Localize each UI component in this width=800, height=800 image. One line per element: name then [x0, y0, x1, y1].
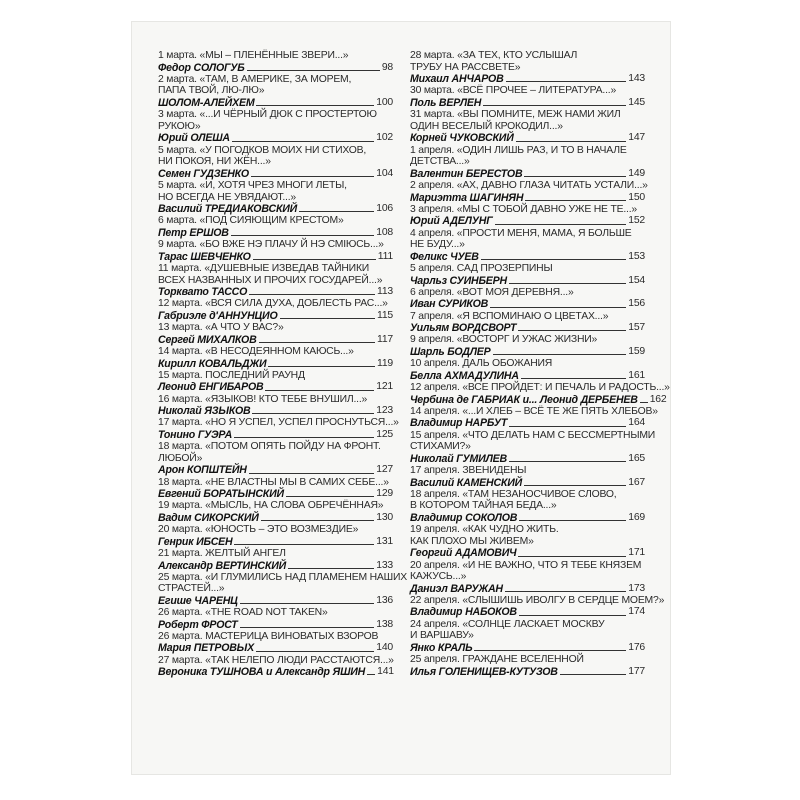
toc-author-row [158, 429, 393, 441]
toc-entry [410, 654, 645, 678]
leader-line [524, 176, 626, 177]
toc-entry-title-line: 10 апреля. ДАЛЬ ОБОЖАНИЯ [410, 358, 553, 370]
toc-author-row [410, 298, 645, 310]
toc-entry [158, 441, 393, 476]
toc-author-row [158, 464, 393, 476]
toc-author-row [158, 381, 393, 393]
toc-page-number: 125 [376, 428, 393, 440]
toc-author-name: Кирилл КОВАЛЬДЖИ [158, 357, 267, 370]
toc-author-row [158, 560, 393, 572]
toc-entry-title-line: 5 апреля. САД ПРОЗЕРПИНЫ [410, 262, 553, 274]
toc-entry [158, 417, 399, 441]
toc-author-name: Семен ГУДЗЕНКО [158, 167, 249, 180]
toc-author-row [158, 405, 393, 417]
toc-author-row [158, 334, 393, 346]
toc-author-name: ШОЛОМ-АЛЕЙХЕМ [158, 96, 255, 109]
toc-page-number: 98 [381, 61, 393, 73]
toc-author-name: Николай ГУМИЛЕВ [410, 452, 507, 465]
leader-line [280, 318, 376, 319]
toc-page-number: 100 [376, 96, 393, 108]
toc-author-row [158, 62, 393, 74]
toc-entry-title-line: 31 марта. «ВЫ ПОМНИТЕ, МЕЖ НАМИ ЖИЛ [410, 109, 621, 121]
toc-entry-title-line: ПАПА ТВОЙ, ЛЮ-ЛЮ» [158, 85, 265, 97]
leader-line [252, 413, 374, 414]
toc-entry-title-line: 13 марта. «А ЧТО У ВАС?» [158, 322, 284, 334]
toc-author-row [158, 512, 393, 524]
toc-entry-title-line: ДЕТСТВА...» [410, 156, 470, 168]
toc-author-name: Роберт ФРОСТ [158, 618, 238, 631]
leader-line [288, 568, 374, 569]
toc-page-number: 140 [376, 642, 393, 654]
toc-entry [410, 50, 645, 85]
toc-entry-title-line: 7 апреля. «Я ВСПОМИНАЮ О ЦВЕТАХ...» [410, 310, 609, 322]
toc-page-number: 147 [628, 132, 645, 144]
toc-author-name: Георгий АДАМОВИЧ [410, 547, 517, 560]
toc-author-name: Владимир НАРБУТ [410, 417, 508, 430]
toc-author-row [158, 251, 393, 263]
toc-page-number: 145 [628, 96, 645, 108]
toc-entry-title-line: 17 апреля. ЗВЕНИДЕНЫ [410, 464, 527, 476]
toc-entry [158, 180, 393, 215]
toc-entry-title-line: 17 марта. «НО Я УСПЕЛ, УСПЕЛ ПРОСНУТЬСЯ...» [158, 417, 399, 429]
toc-author-row [410, 477, 645, 489]
toc-author-name: Чарльз СУИНБЕРН [410, 274, 507, 287]
toc-author-row [410, 346, 645, 358]
toc-entry-title-line: СТИХАМИ?» [410, 441, 471, 453]
toc-entry [158, 298, 393, 322]
toc-author-row [410, 370, 645, 382]
toc-author-name: Поль ВЕРЛЕН [410, 96, 482, 109]
leader-line [256, 105, 374, 106]
leader-line [640, 402, 648, 403]
toc-author-name: Николай ЯЗЫКОВ [158, 405, 251, 418]
toc-author-row [410, 547, 645, 559]
leader-line [259, 342, 375, 343]
toc-author-row [410, 192, 645, 204]
toc-author-row [410, 168, 645, 180]
toc-entry-title-line: 9 апреля. «ВОСТОРГ И УЖАС ЖИЗНИ» [410, 334, 598, 346]
toc-entry-title-line: 5 марта. «У ПОГОДКОВ МОИХ НИ СТИХОВ, [158, 144, 367, 156]
toc-page-number: 121 [376, 381, 393, 393]
toc-page-number: 161 [628, 369, 645, 381]
toc-entry [158, 524, 393, 548]
toc-entry [158, 263, 393, 298]
toc-page-number: 136 [376, 594, 393, 606]
toc-entry-title-line: 18 марта. «ПОТОМ ОПЯТЬ ПОЙДУ НА ФРОНТ. [158, 441, 381, 453]
leader-line [525, 200, 626, 201]
toc-author-name: Владимир НАБОКОВ [410, 606, 517, 619]
toc-author-name: Даниэл ВАРУЖАН [410, 582, 503, 595]
leader-line [560, 674, 627, 675]
leader-line [519, 615, 626, 616]
toc-author-row [410, 642, 645, 654]
toc-page-number: 149 [628, 167, 645, 179]
toc-author-name: Василий ТРЕДИАКОВСКИЙ [158, 203, 298, 216]
toc-author-row [410, 393, 667, 406]
toc-entry [158, 655, 393, 679]
toc-entry-title-line: В КОТОРОМ ТАЙНАЯ БЕДА...» [410, 500, 557, 512]
toc-entry-title-line: 26 марта. «THE ROAD NOT TAKEN» [158, 607, 328, 619]
toc-entry [410, 381, 670, 406]
toc-author-name: Егише ЧАРЕНЦ [158, 594, 238, 607]
leader-line [521, 378, 626, 379]
toc-entry-title-line: 1 марта. «МЫ – ПЛЕНЁННЫЕ ЗВЕРИ...» [158, 50, 349, 61]
toc-entry [158, 571, 407, 607]
toc-author-name: Феликс ЧУЕВ [410, 250, 479, 263]
toc-entry-title-line: 18 апреля. «ТАМ НЕЗАНОСЧИВОЕ СЛОВО, [410, 488, 617, 500]
toc-entry [158, 631, 393, 655]
toc-entry-title-line: 12 апреля. «ВСЕ ПРОЙДЕТ: И ПЕЧАЛЬ И РАДОСТЬ...» [410, 381, 670, 393]
toc-author-name: Евгений БОРАТЫНСКИЙ [158, 488, 284, 501]
toc-author-name: Тарас ШЕВЧЕНКО [158, 250, 251, 263]
toc-entry-title-line: 4 апреля. «ПРОСТИ МЕНЯ, МАМА, Я БОЛЬШЕ [410, 227, 632, 239]
toc-author-row [410, 275, 645, 287]
toc-page-number: 127 [376, 464, 393, 476]
toc-author-row [158, 286, 393, 298]
toc-entry [410, 287, 645, 311]
toc-entry-title-line: 9 марта. «БО ВЖЕ НЭ ПЛАЧУ Й НЭ СМІЮСЬ...» [158, 239, 384, 251]
toc-page-number: 171 [628, 547, 645, 559]
toc-author-name: Иван СУРИКОВ [410, 298, 489, 311]
toc-author-name: Габриэле д'АННУНЦИО [158, 309, 278, 322]
leader-line [516, 141, 627, 142]
toc-entry [410, 204, 645, 228]
toc-page-number: 167 [628, 476, 645, 488]
toc-page-number: 162 [649, 393, 667, 405]
toc-author-name: Леонид ЕНГИБАРОВ [158, 381, 264, 394]
toc-author-row [158, 595, 393, 607]
toc-author-row [410, 97, 645, 109]
toc-author-row [158, 536, 393, 548]
toc-page-number: 115 [377, 309, 393, 321]
toc-entry [410, 228, 645, 263]
toc-entry-title-line: КАК ПЛОХО МЫ ЖИВЕМ» [410, 535, 534, 547]
toc-entry-title-line: 18 марта. «НЕ ВЛАСТНЫ МЫ В САМИХ СЕБЕ...» [158, 476, 389, 488]
book-page [132, 22, 670, 774]
leader-line [261, 520, 375, 521]
toc-entry [410, 85, 645, 109]
toc-page-number: 131 [376, 535, 393, 547]
leader-line [240, 627, 375, 628]
toc-page-number: 129 [376, 488, 393, 500]
toc-author-name: Вероника ТУШНОВА и Александр ЯШИН [158, 666, 366, 679]
toc-entry [158, 145, 393, 180]
leader-line [506, 81, 627, 82]
toc-left-column [158, 50, 407, 679]
toc-entry-title-line: И ВАРШАВУ» [410, 630, 474, 642]
toc-entry [158, 239, 393, 263]
toc-author-name: Юрий АДЕЛУНГ [410, 215, 493, 228]
toc-entry [410, 560, 645, 595]
toc-entry [158, 346, 393, 370]
toc-entry-title-line: 19 апреля. «КАК ЧУДНО ЖИТЬ. [410, 524, 559, 536]
toc-page-number: 174 [628, 606, 645, 618]
toc-entry-title-line: 26 марта. МАСТЕРИЦА ВИНОВАТЫХ ВЗОРОВ [158, 630, 379, 642]
toc-page-number: 157 [628, 322, 645, 334]
toc-entry-title-line: КАЖУСЬ...» [410, 571, 467, 583]
leader-line [234, 437, 374, 438]
leader-line [481, 259, 627, 260]
toc-author-row [158, 168, 393, 180]
toc-entry [410, 109, 645, 144]
toc-entry [158, 109, 393, 144]
toc-entry [158, 500, 393, 524]
toc-author-row [158, 488, 393, 500]
toc-author-name: Вадим СИКОРСКИЙ [158, 511, 259, 524]
toc-page-number: 169 [628, 511, 645, 523]
leader-line [519, 520, 626, 521]
leader-line [232, 141, 374, 142]
toc-entry [410, 489, 645, 524]
toc-entry-title-line: 27 марта. «ТАК НЕЛЕПО ЛЮДИ РАССТАЮТСЯ...» [158, 654, 394, 666]
toc-author-row [158, 642, 393, 654]
toc-author-row [410, 606, 645, 618]
toc-author-row [158, 97, 393, 109]
toc-entry [158, 370, 393, 394]
leader-line [253, 259, 376, 260]
toc-entry-title-line: 11 марта. «ДУШЕВНЫЕ ИЗВЕДАВ ТАЙНИКИ [158, 262, 370, 274]
toc-author-row [410, 215, 645, 227]
toc-author-name: Василий КАМЕНСКИЙ [410, 476, 523, 489]
toc-entry [410, 524, 645, 559]
toc-entry-title-line: ОДИН ВЕСЕЛЫЙ КРОКОДИЛ...» [410, 120, 563, 132]
toc-entry-title-line: 2 апреля. «АХ, ДАВНО ГЛАЗА ЧИТАТЬ УСТАЛИ...» [410, 179, 648, 191]
toc-page-number: 141 [377, 666, 394, 678]
toc-author-row [410, 132, 645, 144]
toc-entry [158, 215, 393, 239]
toc-author-row [410, 453, 645, 465]
toc-author-name: Юрий ОЛЕША [158, 132, 230, 145]
toc-page-number: 173 [628, 582, 645, 594]
leader-line [240, 603, 375, 604]
toc-entry-title-line: 16 марта. «ЯЗЫКОВ! КТО ТЕБЕ ВНУШИЛ...» [158, 393, 368, 405]
toc-page-number: 176 [628, 641, 645, 653]
toc-author-name: Михаил АНЧАРОВ [410, 73, 504, 86]
toc-page-number: 133 [376, 559, 393, 571]
toc-entry-title-line: 20 апреля. «И НЕ ВАЖНО, ЧТО Я ТЕБЕ КНЯЗЕМ [410, 559, 642, 571]
toc-entry-title-line: 3 марта. «...И ЧЁРНЫЙ ДЮК С ПРОСТЕРТОЮ [158, 109, 377, 121]
toc-entry-title-line: 25 марта. «И ГЛУМИЛИСЬ НАД ПЛАМЕНЕМ НАШИХ [158, 571, 407, 583]
toc-entry-title-line: 6 апреля. «ВОТ МОЯ ДЕРЕВНЯ...» [410, 286, 574, 298]
toc-author-row [410, 73, 645, 85]
toc-author-name: Петр ЕРШОВ [158, 226, 229, 239]
toc-author-name: Илья ГОЛЕНИЩЕВ-КУТУЗОВ [410, 665, 558, 678]
toc-entry-title-line: 15 апреля. «ЧТО ДЕЛАТЬ НАМ С БЕССМЕРТНЫМИ [410, 429, 656, 441]
toc-author-name: Торквато ТАССО [158, 286, 248, 299]
toc-page-number: 154 [628, 274, 645, 286]
leader-line [268, 366, 375, 367]
leader-line [495, 224, 627, 225]
leader-line [256, 651, 374, 652]
toc-page-number: 123 [376, 405, 393, 417]
toc-entry-title-line: 24 апреля. «СОЛНЦЕ ЛАСКАЕТ МОСКВУ [410, 618, 605, 630]
toc-entry [410, 358, 645, 382]
toc-author-name: Уильям ВОРДСВОРТ [410, 322, 517, 335]
toc-author-name: Арон КОПШТЕЙН [158, 464, 247, 477]
toc-author-row [158, 227, 393, 239]
leader-line [505, 591, 626, 592]
toc-page-number: 152 [628, 215, 645, 227]
toc-page-number: 106 [376, 203, 393, 215]
toc-entry [410, 594, 665, 619]
toc-entry-title-line: СТРАСТЕЙ...» [158, 583, 225, 595]
toc-author-row [158, 310, 393, 322]
toc-page-number: 143 [628, 73, 645, 85]
toc-entry-title-line: ЛЮБОЙ» [158, 452, 203, 464]
toc-author-row [158, 619, 393, 631]
toc-entry-title-line: 14 марта. «В НЕСОДЕЯННОМ КАЮСЬ...» [158, 345, 354, 357]
toc-entry [158, 50, 393, 74]
toc-entry-title-line: НИ ПОКОЯ, НИ ЖЁН...» [158, 156, 271, 168]
toc-author-name: Владимир СОКОЛОВ [410, 511, 518, 524]
toc-author-name: Мария ПЕТРОВЫХ [158, 642, 254, 655]
leader-line [493, 354, 627, 355]
toc-author-row [410, 583, 645, 595]
leader-line [518, 556, 626, 557]
leader-line [299, 211, 374, 212]
toc-author-name: Шарль БОДЛЕР [410, 345, 491, 358]
toc-entry [158, 607, 393, 631]
toc-author-name: Валентин БЕРЕСТОВ [410, 167, 523, 180]
leader-line [483, 105, 626, 106]
toc-author-name: Янко КРАЛЬ [410, 641, 473, 654]
toc-entry [410, 334, 645, 358]
toc-entry [410, 179, 648, 204]
toc-entry [410, 405, 658, 430]
leader-line [524, 485, 626, 486]
toc-entry-title-line: 6 марта. «ПОД СИЯЮЩИМ КРЕСТОМ» [158, 215, 344, 227]
leader-line [518, 330, 626, 331]
leader-line [474, 650, 626, 651]
toc-author-row [410, 512, 645, 524]
toc-page-number: 111 [377, 250, 393, 262]
leader-line [247, 70, 380, 71]
toc-entry [158, 548, 393, 572]
toc-entry-title-line: НО ВСЕГДА НЕ УВЯДАЮТ...» [158, 191, 297, 203]
leader-line [234, 544, 374, 545]
toc-author-row [410, 322, 645, 334]
toc-entry-title-line: НЕ БУДУ...» [410, 239, 465, 251]
toc-author-name: Белла АХМАДУЛИНА [410, 369, 519, 382]
toc-author-row [410, 417, 645, 429]
toc-entry [158, 477, 393, 501]
toc-author-name: Мариэтта ШАГИНЯН [410, 191, 524, 204]
toc-author-name: Федор СОЛОГУБ [158, 61, 245, 74]
toc-author-name: Александр ВЕРТИНСКИЙ [158, 559, 287, 572]
leader-line [509, 426, 626, 427]
toc-author-row [158, 203, 393, 215]
toc-author-row [410, 251, 645, 263]
toc-entry-title-line: 5 марта. «И, ХОТЯ ЧРЕЗ МНОГИ ЛЕТЫ, [158, 179, 347, 191]
toc-page-number: 165 [628, 452, 645, 464]
toc-page-number: 108 [376, 226, 393, 238]
toc-page-number: 119 [377, 357, 393, 369]
leader-line [249, 294, 375, 295]
toc-entry-title-line: 22 апреля. «СЛЫШИШЬ ИВОЛГУ В СЕРДЦЕ МОЕМ?» [410, 594, 665, 606]
toc-entry-title-line: 28 марта. «ЗА ТЕХ, КТО УСЛЫШАЛ [410, 50, 578, 61]
leader-line [249, 473, 375, 474]
toc-author-row [158, 666, 393, 678]
toc-entry-title-line: 30 марта. «ВСЁ ПРОЧЕЕ – ЛИТЕРАТУРА...» [410, 85, 617, 97]
toc-entry-title-line: 25 апреля. ГРАЖДАНЕ ВСЕЛЕННОЙ [410, 654, 584, 666]
toc-author-row [158, 132, 393, 144]
toc-entry [410, 429, 656, 465]
toc-entry [158, 394, 393, 418]
toc-page-number: 138 [376, 618, 393, 630]
leader-line [251, 176, 374, 177]
toc-entry-title-line: 12 марта. «ВСЯ СИЛА ДУХА, ДОБЛЕСТЬ РАС...» [158, 298, 388, 310]
leader-line [509, 283, 626, 284]
toc-page-number: 177 [628, 665, 645, 677]
leader-line [231, 235, 375, 236]
toc-author-name: Сергей МИХАЛКОВ [158, 333, 257, 346]
toc-entry-title-line: 2 марта. «ТАМ, В АМЕРИКЕ, ЗА МОРЕМ, [158, 73, 352, 85]
toc-entry-title-line: 20 марта. «ЮНОСТЬ – ЭТО ВОЗМЕЗДИЕ» [158, 524, 359, 536]
toc-page-number: 159 [628, 345, 645, 357]
toc-page-number: 150 [628, 191, 645, 203]
toc-author-name: Тонино ГУЭРА [158, 428, 233, 441]
toc-author-row [158, 358, 393, 370]
toc-page-number: 153 [628, 250, 645, 262]
toc-page-number: 102 [376, 132, 393, 144]
toc-entry [158, 74, 393, 109]
toc-entry-title-line: РУКОЮ» [158, 120, 201, 132]
toc-entry [410, 145, 645, 180]
toc-entry [410, 465, 645, 489]
toc-entry-title-line: ВСЕХ НАЗВАННЫХ И ПРОЧИХ ГОСУДАРЕЙ...» [158, 274, 383, 286]
toc-entry-title-line: 3 апреля. «МЫ С ТОБОЙ ДАВНО УЖЕ НЕ ТЕ...» [410, 203, 637, 215]
toc-entry-title-line: 21 марта. ЖЕЛТЫЙ АНГЕЛ [158, 547, 286, 559]
toc-page-number: 104 [376, 167, 393, 179]
toc-entry [410, 619, 645, 654]
toc-entry [158, 322, 393, 346]
toc-page-number: 113 [377, 286, 393, 298]
leader-line [265, 390, 374, 391]
toc-page-number: 117 [377, 333, 393, 345]
toc-entry [410, 263, 645, 287]
toc-right-column [410, 50, 670, 678]
toc-author-name: Чербина де ГАБРИАК и... Леонид ДЕРБЕНЕВ [410, 393, 638, 406]
toc-entry-title-line: 15 марта. ПОСЛЕДНИЙ РАУНД [158, 369, 305, 381]
leader-line [509, 461, 626, 462]
toc-author-name: Корней ЧУКОВСКИЙ [410, 132, 514, 145]
toc-entry-title-line: ТРУБУ НА РАССВЕТЕ» [410, 61, 521, 73]
leader-line [286, 496, 374, 497]
toc-page-number: 156 [628, 298, 645, 310]
leader-line [490, 307, 626, 308]
leader-line [367, 674, 375, 675]
toc-page-number: 130 [376, 511, 393, 523]
toc-entry-title-line: 1 апреля. «ОДИН ЛИШЬ РАЗ, И ТО В НАЧАЛЕ [410, 144, 627, 156]
toc-entry-title-line: 19 марта. «МЫСЛЬ, НА СЛОВА ОБРЕЧЁННАЯ» [158, 500, 384, 512]
toc-entry [410, 311, 645, 335]
toc-page-number: 164 [628, 417, 645, 429]
toc-author-name: Генрик ИБСЕН [158, 535, 233, 548]
toc-entry-title-line: 14 апреля. «...И ХЛЕБ – ВСЁ ТЕ ЖЕ ПЯТЬ ХЛЕБОВ» [410, 405, 658, 417]
toc-author-row [410, 666, 645, 678]
